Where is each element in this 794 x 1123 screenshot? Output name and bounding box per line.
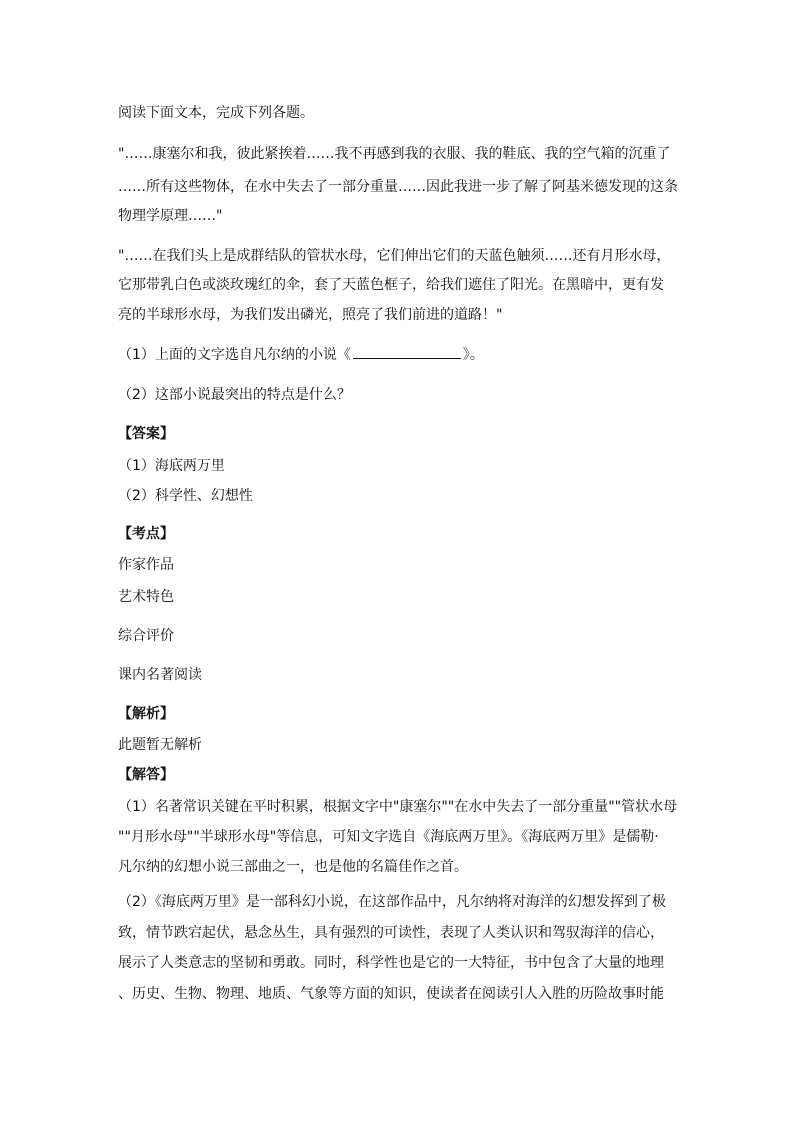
passage-1-line-2: ……所有这些物体，在水中失去了一部分重量……因此我进一步了解了阿基米德发现的这条 <box>118 179 678 195</box>
answer-heading: 【答案】 <box>118 426 174 442</box>
question-2: （2）这部小说最突出的特点是什么？ <box>118 387 351 403</box>
passage-2-line-2: 它那带乳白色或淡玫瑰红的伞，套了天蓝色框子，给我们遮住了阳光。在黑暗中，更有发 <box>118 277 664 293</box>
solution-2-line-2: 致，情节跌宕起伏，悬念丛生，具有强烈的可读性，表现了人类认识和驾驭海洋的信心， <box>118 925 664 941</box>
question-1 <box>118 346 678 364</box>
kaodian-item: 作家作品 <box>118 557 174 573</box>
answer-1: （1）海底两万里 <box>118 458 225 474</box>
question-1-prefix: （1）上面的文字选自凡尔纳的小说《 <box>118 347 351 363</box>
kaodian-item: 课内名著阅读 <box>118 667 202 683</box>
analysis-heading: 【解析】 <box>118 706 174 722</box>
solution-2-line-3: 展示了人类意志的坚韧和勇敢。同时，科学性也是它的一大特征，书中包含了大量的地理 <box>118 955 664 971</box>
answer-2: （2）科学性、幻想性 <box>118 488 253 504</box>
solution-heading: 【解答】 <box>118 767 174 783</box>
kaodian-heading: 【考点】 <box>118 526 174 542</box>
solution-1-line-1: （1）名著常识关键在平时积累，根据文字中"康塞尔""在水中失去了一部分重量""管状水母 <box>118 799 678 815</box>
analysis-text: 此题暂无解析 <box>118 737 202 753</box>
kaodian-item: 艺术特色 <box>118 589 174 605</box>
solution-2-line-1: （2）《海底两万里》是一部科幻小说，在这部作品中，凡尔纳将对海洋的幻想发挥到了极 <box>118 894 666 910</box>
passage-2-line-3: 亮的半球形水母，为我们发出磷光，照亮了我们前进的道路！" <box>118 307 503 323</box>
passage-1-line-3: 物理学原理……" <box>118 208 223 224</box>
solution-1-line-3: 凡尔纳的幻想小说三部曲之一，也是他的名篇佳作之首。 <box>118 859 468 875</box>
passage-2-line-1: "……在我们头上是成群结队的管状水母，它们伸出它们的天蓝色触须……还有月形水母， <box>118 248 671 264</box>
solution-1-line-2: ""月形水母""半球形水母"等信息，可知文字选自《海底两万里》。《海底两万里》是儒勒· <box>118 829 659 845</box>
answer-blank <box>353 346 461 359</box>
solution-2-line-4: 、历史、生物、物理、地质、气象等方面的知识，使读者在阅读引人入胜的历险故事时能 <box>118 986 664 1002</box>
passage-1-line-1: "……康塞尔和我，彼此紧挨着……我不再感到我的衣服、我的鞋底、我的空气箱的沉重了 <box>118 146 671 162</box>
intro-instruction: 阅读下面文本，完成下列各题。 <box>118 105 314 121</box>
question-1-suffix: 》。 <box>462 347 484 363</box>
kaodian-item: 综合评价 <box>118 628 174 644</box>
